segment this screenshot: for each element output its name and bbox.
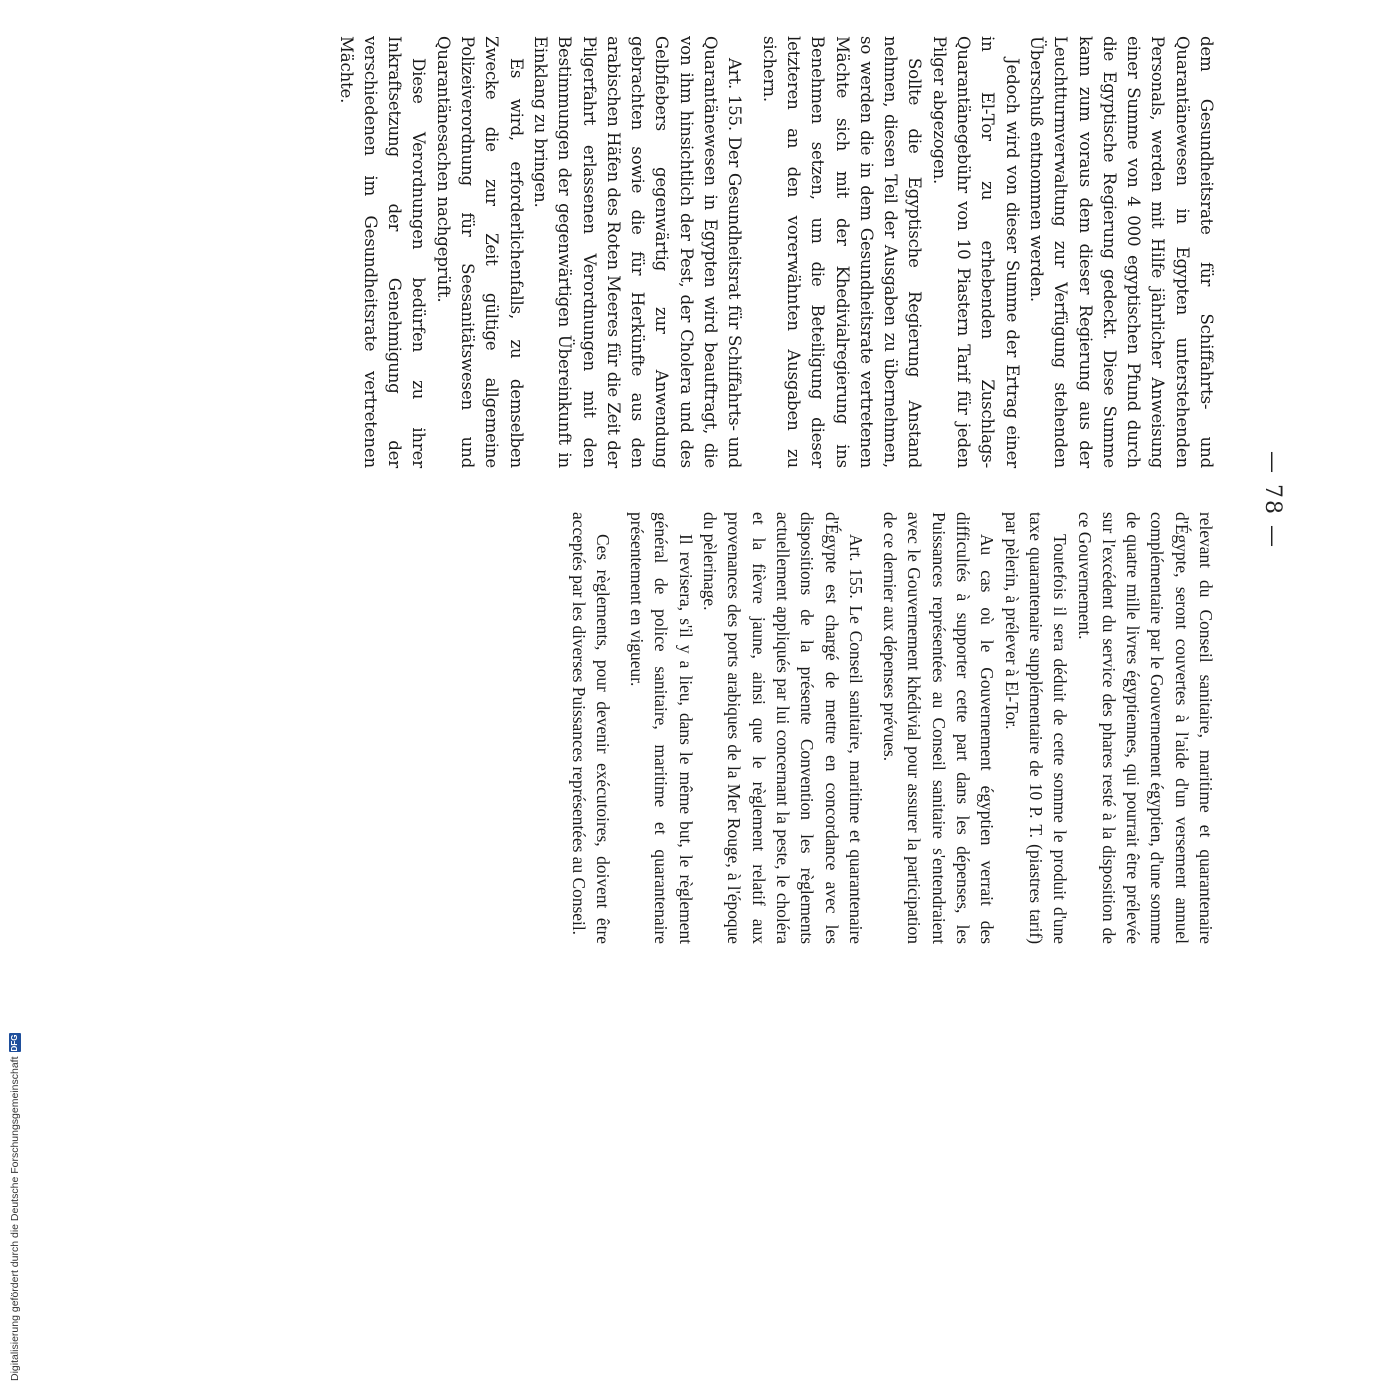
article-155-paragraph: Art. 155. Der Gesundheitsrat für Schiffahrts- und Quarantänewesen in Egypten wird beauftragt, die von ihm hinsichtlich der Pest, der Cholera und des Gelbfiebers gegenwärtig zur Anwendung gebrachten sowie die für Herkünfte aus den arabischen Häfen des Roten Meeres für die Zeit der Pilgerfahrt erlassenen Verordnungen mit den Bestimmungen der gegenwärtigen Übereinkunft in Einklang zu bringen. — [530, 36, 745, 468]
digitization-credit — [5, 385, 25, 1381]
paragraph: relevant du Conseil sanitaire, maritime et quarantenaire d'Égypte, seront couvertes à l'aide d'un versement annuel complémentaire par le Gouvernement égyptien, d'une somme de quatre mille livres égyptiennes, qui pourrait être prélevée sur l'excédent du service des phares resté à la disposition de ce Gouvernement. — [1074, 512, 1216, 944]
paragraph: Il revisera, s'il y a lieu, dans le même but, le règlement général de police sanitaire, maritime et quarantenaire présentement en vigueur. — [627, 512, 696, 944]
paragraph: Ces règlements, pour devenir exécutoires, doivent être acceptés par les diverses Puissances représentées au Conseil. — [568, 512, 613, 944]
paragraph: Jedoch wird von dieser Summe der Ertrag einer in El-Tor zu erhebenden Zuschlags-Quarantänegebühr von 10 Piastern Tarif für jeden Pilger abgezogen. — [929, 36, 1022, 468]
paragraph: Es wird, erforderlichenfalls, zu demselben Zwecke die zur Zeit gültige allgemeine Polizeiverordnung für Seesanitätswesen und Quarantänesachen nachgeprüft. — [433, 36, 526, 468]
paragraph: Toutefois il sera déduit de cette somme le produit d'une taxe quarantenaire supplémentaire de 10 P. T. (piastres tarif) par pèlerin, à prélever à El-Tor. — [1001, 512, 1071, 944]
article-155-paragraph: Art. 155. Le Conseil sanitaire, maritime et quarantenaire d'Égypte est chargé de mettre en concordance avec les dispositions de la présente Convention les règlements actuellement appliqués par lui concernant la peste, le choléra et la fièvre jaune, ainsi que le règlement relatif aux provenances des ports arabiques de la Mer Rouge, à l'époque du pèlerinage. — [700, 512, 866, 944]
page-number: — 78 — — [1260, 451, 1285, 549]
credit-text: Digitalisierung gefördert durch die Deutsche Forschungsgemeinschaft — [9, 1056, 21, 1381]
dfg-logo-icon: DFG — [10, 1034, 19, 1052]
paragraph: Diese Verordnungen bedürfen zu ihrer Inkraftsetzung der Genehmigung der verschiedenen im Gesundheitsrate vertretenen Mächte. — [336, 36, 429, 468]
paragraph: dem Gesundheitsrate für Schiffahrts- und Quarantänewesen in Egypten unterstehenden Personals, werden mit Hilfe jährlicher Anweisung einer Summe von 4 000 egyptischen Pfund durch die Egyptische Regierung gedeckt. Diese Summe kann zum voraus dem dieser Regierung aus der Leuchtturmverwaltung zur Verfügung stehenden Überschuß entnommen werden. — [1026, 36, 1216, 468]
paragraph: Sollte die Egyptische Regierung Anstand nehmen, diesen Teil der Ausgaben zu übernehmen, so werden die in dem Gesundheitsrate vertretenen Mächte sich mit der Khedivialregierung ins Benehmen setzen, um die Beteiligung dieser letzteren an den vorerwähnten Ausgaben zu sichern. — [759, 36, 925, 468]
french-column — [566, 512, 1218, 944]
german-column — [333, 36, 1218, 468]
paragraph: Au cas où le Gouvernement égyptien verrait des difficultés à supporter cette part dans les dépenses, les Puissances représentées au Conseil sanitaire s'entendraient avec le Gouvernement khédivial pour assurer la participation de ce dernier aux dépenses prévues. — [880, 512, 998, 944]
